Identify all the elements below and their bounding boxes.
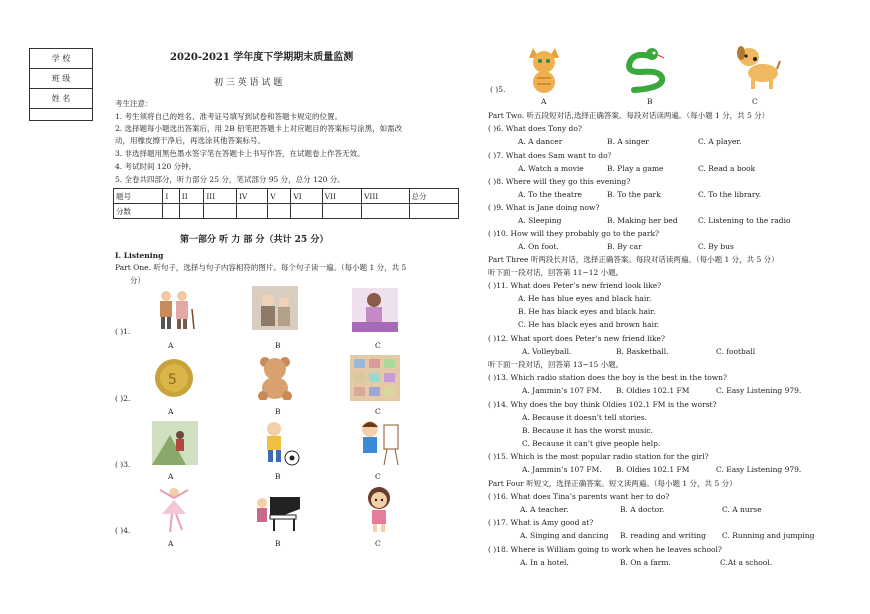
dialog-13-15-note: 听下面一段对话，回答第 13~15 小题。 <box>488 360 624 369</box>
dog-icon <box>735 43 781 91</box>
score-cell[interactable] <box>163 204 179 219</box>
score-cell[interactable] <box>291 204 322 219</box>
girl-singing-icon <box>360 486 398 532</box>
q13-option-a[interactable]: A. Jammin’s 107 FM. <box>522 386 602 395</box>
choice-label: C <box>375 472 381 481</box>
choice-label: C <box>375 539 381 548</box>
q7-option-a[interactable]: A. Watch a movie <box>518 164 584 173</box>
q12-option-a[interactable]: A. Volleyball. <box>522 347 572 356</box>
notice-4: 4. 考试时间 120 分钟。 <box>115 162 197 171</box>
score-cell[interactable] <box>236 204 267 219</box>
choice-label: B <box>275 341 281 350</box>
question-8: ( )8. Where will they go this evening? <box>488 177 631 186</box>
q18-option-b[interactable]: B. On a farm. <box>620 558 671 567</box>
q17-option-c[interactable]: C. Running and jumping <box>722 531 815 540</box>
q15-option-c[interactable]: C. Easy Listening 979. <box>716 465 802 474</box>
score-cell[interactable] <box>361 204 409 219</box>
elderly-couple-icon <box>150 289 198 331</box>
q18-option-c[interactable]: C.At a school. <box>720 558 773 567</box>
question-15: ( )15. Which is the most popular radio station for the girl? <box>488 452 709 461</box>
choice-label: A <box>168 472 174 481</box>
q9-option-a[interactable]: A. Sleeping <box>518 216 562 225</box>
part-one-instruction-cont: 分） <box>130 276 145 285</box>
painter-easel-icon <box>354 419 400 465</box>
part-three-instruction: Part Three 听两段长对话，选择正确答案。每段对话读两遍。（每小题 1 分，共 5 分） <box>488 255 779 264</box>
q16-option-a[interactable]: A. A teacher. <box>520 505 569 514</box>
question-16: ( )16. What does Tina’s parents want her to do? <box>488 492 670 501</box>
notice-5: 5. 全卷共四部分，听力部分 25 分，笔试部分 95 分，总分 120 分。 <box>115 175 345 184</box>
score-header: 总分 <box>409 189 459 204</box>
stamps-board-icon <box>350 355 400 401</box>
q10-option-c[interactable]: C. By bus <box>698 242 734 251</box>
part1-title: 第一部分 听 力 部 分（共计 25 分） <box>180 235 329 245</box>
q10-option-b[interactable]: B. By car <box>607 242 642 251</box>
score-header: VI <box>291 189 322 204</box>
choice-label: C <box>752 97 758 106</box>
student-info-box <box>29 48 93 121</box>
q12-option-b[interactable]: B. Basketball. <box>616 347 669 356</box>
boy-football-icon <box>256 420 300 466</box>
q13-option-c[interactable]: C. Easy Listening 979. <box>716 386 802 395</box>
q8-option-a[interactable]: A. To the theatre <box>518 190 582 199</box>
q15-option-b[interactable]: B. Oldies 102.1 FM <box>616 465 690 474</box>
snake-icon <box>624 42 670 94</box>
q11-option-a[interactable]: A. He has blue eyes and black hair. <box>518 294 652 303</box>
part-two-instruction: Part Two. 听五段短对话,选择正确答案。每段对话读两遍。（每小题 1 分，共 5 分） <box>488 111 770 120</box>
woman-flowers-icon <box>352 288 398 332</box>
cat-icon <box>525 44 565 94</box>
score-cell[interactable] <box>204 204 237 219</box>
q6-option-a[interactable]: A. A dancer <box>518 137 563 146</box>
choice-label: B <box>275 407 281 416</box>
q16-option-c[interactable]: C. A nurse <box>722 505 762 514</box>
choice-label: B <box>275 539 281 548</box>
score-header: VII <box>322 189 361 204</box>
q7-option-c[interactable]: C. Read a book <box>698 164 756 173</box>
class-label: 班 级 <box>30 69 93 89</box>
question-7: ( )7. What does Sam want to do？ <box>488 151 616 160</box>
score-header: 题号 <box>114 189 163 204</box>
q10-option-a[interactable]: A. On foot. <box>518 242 559 251</box>
choice-label: A <box>168 407 174 416</box>
score-header: VIII <box>361 189 409 204</box>
ballet-dancer-icon <box>154 486 194 534</box>
q17-option-b[interactable]: B. reading and writing <box>620 531 706 540</box>
score-header: II <box>179 189 204 204</box>
q12-option-c[interactable]: C. football <box>716 347 756 356</box>
question-1: ( )1. <box>115 327 131 336</box>
question-18: ( )18. Where is William going to work when he leaves school? <box>488 545 722 554</box>
exam-subtitle: 初 三 英 语 试 题 <box>214 78 283 88</box>
question-12: ( )12. What sport does Peter’s new friend like? <box>488 334 665 343</box>
question-4: ( )4. <box>115 526 131 535</box>
choice-label: C <box>375 341 381 350</box>
question-5: ( )5. <box>490 85 506 94</box>
question-14: ( )14. Why does the boy think Oldies 102.1 FM is the worst? <box>488 400 717 409</box>
score-row-label: 分数 <box>114 204 163 219</box>
coin-icon <box>154 358 194 398</box>
choice-label: C <box>375 407 381 416</box>
score-header: V <box>268 189 291 204</box>
question-3: ( )3. <box>115 460 131 469</box>
teddy-bear-icon <box>255 354 295 400</box>
notice-2: 2. 选择题每小题选出答案后，用 2B 铅笔把答题卡上对应题目的答案标号涂黑，如需改 <box>115 124 403 133</box>
score-header: IV <box>236 189 267 204</box>
question-2: ( )2. <box>115 394 131 403</box>
question-9: ( )9. What is Jane doing now? <box>488 203 600 212</box>
score-table <box>113 188 459 219</box>
notice-2-cont: 动，用橡皮擦干净后，再选涂其他答案标号。 <box>115 136 265 145</box>
score-cell[interactable] <box>268 204 291 219</box>
school-label: 学 校 <box>30 49 93 69</box>
piano-icon <box>254 489 302 531</box>
choice-label: A <box>168 539 174 548</box>
svg-text:5: 5 <box>168 372 177 388</box>
q6-option-c[interactable]: C. A player. <box>698 137 742 146</box>
score-header: III <box>204 189 237 204</box>
q16-option-b[interactable]: B. A doctor. <box>620 505 665 514</box>
q14-option-b[interactable]: B. Because it has the worst music. <box>522 426 653 435</box>
question-10: ( )10. How will they probably go to the park? <box>488 229 660 238</box>
listening-title: I. Listening <box>115 251 164 260</box>
question-11: ( )11. What does Peter’s new friend look like? <box>488 281 662 290</box>
choice-label: B <box>275 472 281 481</box>
score-header: I <box>163 189 179 204</box>
q9-option-b[interactable]: B. Making her bed <box>607 216 678 225</box>
q11-option-c[interactable]: C. He has black eyes and brown hair. <box>518 320 660 329</box>
q14-option-c[interactable]: C. Because it can’t give people help. <box>522 439 661 448</box>
notice-1: 1. 考生须将自己的姓名、准考证号填写到试卷和答题卡规定的位置。 <box>115 112 343 121</box>
q15-option-a[interactable]: A. Jammin’s 107 FM. <box>522 465 602 474</box>
grandma-photo-icon <box>252 286 298 330</box>
choice-label: A <box>168 341 174 350</box>
score-cell[interactable] <box>179 204 204 219</box>
score-cell[interactable] <box>409 204 459 219</box>
hiker-landscape-icon <box>152 421 198 465</box>
part-four-instruction: Part Four 听短文，选择正确答案。短文读两遍。（每小题 1 分，共 5 分） <box>488 479 737 488</box>
question-17: ( )17. What is Amy good at? <box>488 518 594 527</box>
choice-label: A <box>541 97 547 106</box>
question-13: ( )13. Which radio station does the boy is the best in the town? <box>488 373 727 382</box>
score-cell[interactable] <box>322 204 361 219</box>
q8-option-b[interactable]: B. To the park <box>607 190 661 199</box>
q13-option-b[interactable]: B. Oldies 102.1 FM <box>616 386 690 395</box>
q6-option-b[interactable]: B. A singer <box>607 137 649 146</box>
name-label: 姓 名 <box>30 89 93 109</box>
name-field[interactable] <box>30 109 93 121</box>
q8-option-c[interactable]: C. To the library. <box>698 190 762 199</box>
dialog-11-12-note: 听下面一段对话，回答第 11~12 小题。 <box>488 268 624 277</box>
choice-label: B <box>647 97 653 106</box>
q17-option-a[interactable]: A. Singing and dancing <box>520 531 609 540</box>
part-one-instruction: Part One. 听句子，选择与句子内容相符的图片。每个句子读一遍。（每小题 1 分，共 5 <box>115 263 407 272</box>
exam-title: 2020-2021 学年度下学期期末质量监测 <box>170 52 354 63</box>
q18-option-a[interactable]: A. In a hotel. <box>520 558 569 567</box>
notice-3: 3. 非选择题用黑色墨水签字笔在答题卡上书写作答，在试题卷上作答无效。 <box>115 149 365 158</box>
q7-option-b[interactable]: B. Play a game <box>607 164 664 173</box>
question-6: ( )6. What does Tony do? <box>488 124 582 133</box>
notice-title: 考生注意： <box>115 99 153 108</box>
q11-option-b[interactable]: B. He has black eyes and black hair. <box>518 307 656 316</box>
q9-option-c[interactable]: C. Listening to the radio <box>698 216 791 225</box>
q14-option-a[interactable]: A. Because it doesn’t tell stories. <box>522 413 647 422</box>
